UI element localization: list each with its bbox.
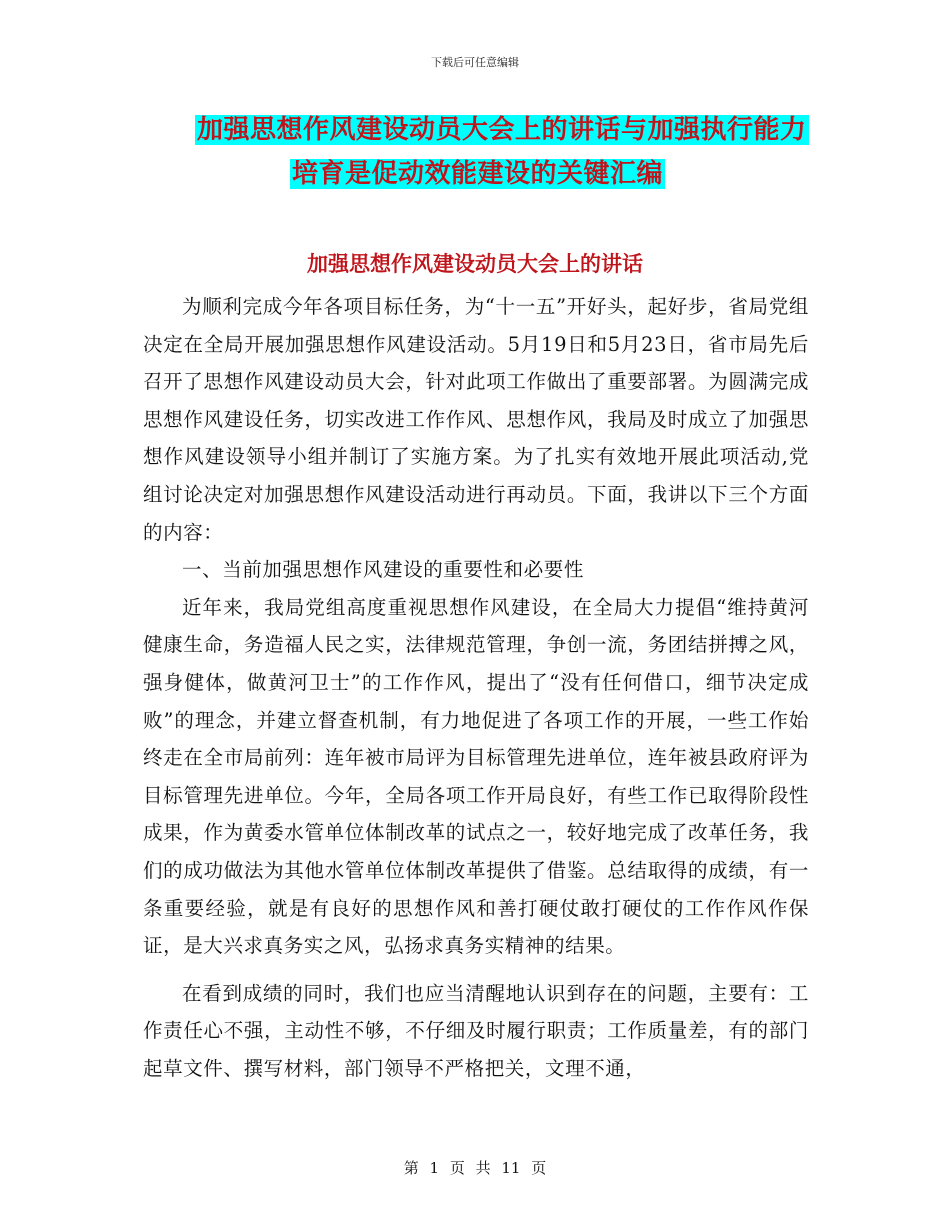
header-note: 下载后可任意编辑: [431, 56, 519, 69]
page-footer: 第 1 页 共 11 页: [403, 1159, 547, 1177]
paragraph-achievements: 近年来，我局党组高度重视思想作风建设，在全局大力提倡“维持黄河健康生命，务造福人民之实，法律规范管理，争创一流，务团结拼搏之风，强身健体，做黄河卫士”的工作作风，提出了“没有任何借口，细节决定成败”的理念，并建立督查机制，有力地促进了各项工作的开展，一些工作始终走在全市局前列：连年被市局评为目标管理先进单位，连年被县政府评为目标管理先进单位。今年，全局各项工作开局良好，有些工作已取得阶段性成果，作为黄委水管单位体制改革的试点之一，较好地完成了改革任务，我们的成功做法为其他水管单位体制改革提供了借鉴。总结取得的成绩，有一条重要经验，就是有良好的思想作风和善打硬仗敢打硬仗的工作作风作保证，是大兴求真务实之风，弘扬求真务实精神的结果。: [143, 595, 809, 958]
section-title: 加强思想作风建设动员大会上的讲话: [307, 252, 643, 276]
paragraph-problems: 在看到成绩的同时，我们也应当清醒地认识到存在的问题，主要有：工作责任心不强，主动性不够，不仔细及时履行职责；工作质量差，有的部门起草文件、撰写材料，部门领导不严格把关，文理不通，: [143, 981, 809, 1080]
body-text: [143, 288, 809, 1087]
document-title-line-2: 培育是促动效能建设的关键汇编: [292, 159, 664, 189]
paragraph-heading-1: 一、当前加强思想作风建设的重要性和必要性: [182, 558, 585, 582]
document-title: [140, 108, 840, 196]
document-title-line-1: 加强思想作风建设动员大会上的讲话与加强执行能力: [197, 115, 807, 145]
paragraph-intro: 为顺利完成今年各项目标任务，为“十一五”开好头，起好步，省局党组决定在全局开展加强思想作风建设活动。5月19日和5月23日，省市局先后召开了思想作风建设动员大会，针对此项工作做出了重要部署。为圆满完成思想作风建设任务，切实改进工作作风、思想作风，我局及时成立了加强思想作风建设领导小组并制订了实施方案。为了扎实有效地开展此项活动,党组讨论决定对加强思想作风建设活动进行再动员。下面，我讲以下三个方面的内容：: [143, 295, 809, 544]
